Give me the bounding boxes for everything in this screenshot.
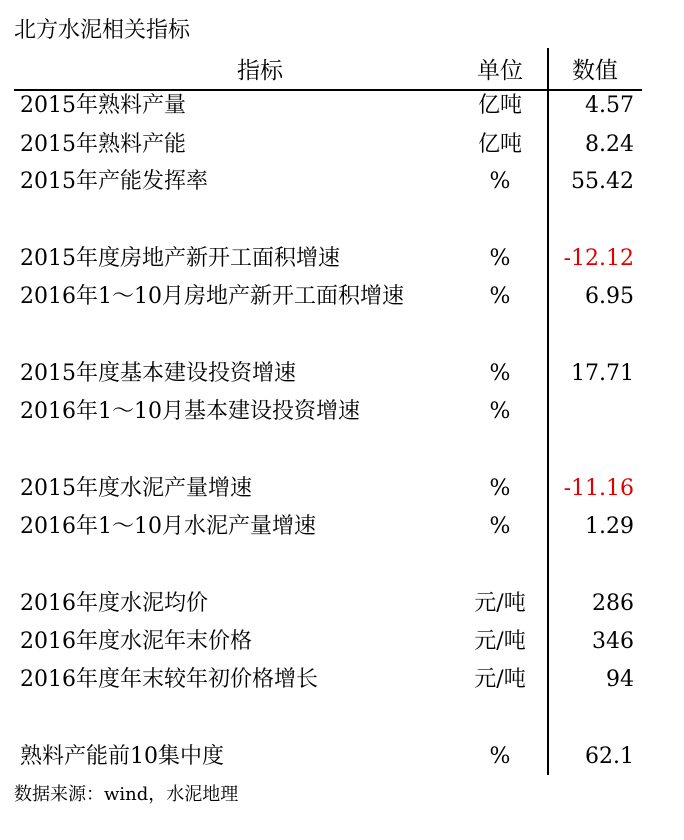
row-indicator: 2016年1～10月基本建设投资增速: [20, 399, 360, 424]
row-value: 8.24: [585, 132, 634, 157]
table-row: [0, 358, 684, 390]
header-indicator: 指标: [237, 58, 283, 84]
table-row: [0, 664, 684, 696]
row-indicator: 熟料产能前10集中度: [20, 744, 224, 769]
row-value: 62.1: [585, 744, 634, 769]
header-value: 数值: [572, 58, 618, 84]
row-indicator: 2016年度年末较年初价格增长: [20, 667, 318, 692]
row-value: -12.12: [563, 246, 634, 271]
table-row: [0, 473, 684, 505]
table-row: [0, 243, 684, 275]
source-note: 数据来源：wind，水泥地理: [14, 784, 239, 805]
row-value: 17.71: [571, 361, 634, 386]
table-row: [0, 588, 684, 620]
row-value: 286: [592, 591, 634, 616]
table-row: [0, 626, 684, 658]
table-title: 北方水泥相关指标: [14, 18, 191, 43]
row-unit: 元/吨: [474, 667, 526, 692]
row-value: 94: [606, 667, 634, 692]
table-row: [0, 511, 684, 543]
row-value: 6.95: [585, 284, 634, 309]
table-row: [0, 281, 684, 313]
row-unit: %: [489, 284, 511, 309]
row-indicator: 2015年产能发挥率: [20, 169, 208, 194]
row-unit: 亿吨: [477, 93, 522, 118]
row-unit: %: [489, 246, 511, 271]
row-indicator: 2015年度基本建设投资增速: [20, 361, 296, 386]
row-unit: %: [489, 744, 511, 769]
row-indicator: 2016年1～10月水泥产量增速: [20, 514, 316, 539]
row-unit: %: [489, 399, 511, 424]
row-value: 4.57: [585, 93, 634, 118]
table-row: [0, 741, 684, 773]
row-unit: %: [489, 169, 511, 194]
row-value: 1.29: [585, 514, 634, 539]
table-row: [0, 166, 684, 198]
row-unit: %: [489, 514, 511, 539]
row-indicator: 2016年1～10月房地产新开工面积增速: [20, 284, 404, 309]
table-row: [0, 129, 684, 161]
row-unit: 元/吨: [474, 591, 526, 616]
row-indicator: 2015年度水泥产量增速: [20, 476, 252, 501]
row-indicator: 2016年度水泥均价: [20, 591, 208, 616]
row-indicator: 2015年熟料产量: [20, 93, 186, 118]
row-indicator: 2015年度房地产新开工面积增速: [20, 246, 340, 271]
row-value: 346: [592, 629, 634, 654]
table-row: [0, 396, 684, 428]
header-unit: 单位: [477, 58, 523, 84]
table-row: [0, 90, 684, 122]
row-unit: %: [489, 361, 511, 386]
row-indicator: 2015年熟料产能: [20, 132, 186, 157]
row-unit: 元/吨: [474, 629, 526, 654]
row-value: 55.42: [571, 169, 634, 194]
row-value: -11.16: [563, 476, 634, 501]
row-unit: 亿吨: [477, 132, 522, 157]
row-indicator: 2016年度水泥年末价格: [20, 629, 252, 654]
row-unit: %: [489, 476, 511, 501]
